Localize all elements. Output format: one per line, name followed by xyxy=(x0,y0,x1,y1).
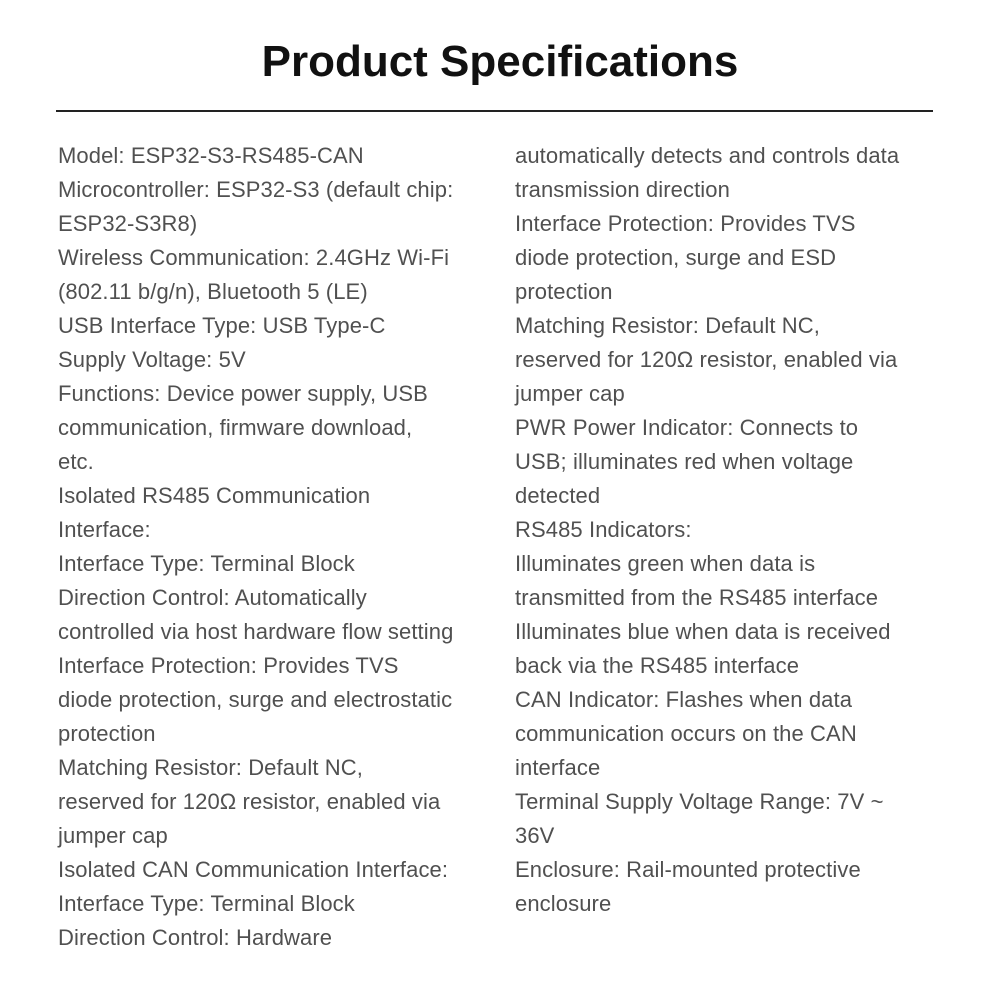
spec-line: CAN Indicator: Flashes when data xyxy=(515,687,853,712)
spec-line: Interface Protection: Provides TVS xyxy=(515,211,856,236)
spec-line: Interface Type: Terminal Block xyxy=(58,891,355,916)
spec-line: reserved for 120Ω resistor, enabled via xyxy=(58,789,441,814)
spec-line: controlled via host hardware flow setting xyxy=(58,619,454,644)
spec-line: Enclosure: Rail-mounted protective xyxy=(515,857,861,882)
spec-line: diode protection, surge and ESD xyxy=(515,245,837,270)
spec-line: Interface Protection: Provides TVS xyxy=(58,653,399,678)
spec-line: protection xyxy=(58,721,156,746)
spec-line: (802.11 b/g/n), Bluetooth 5 (LE) xyxy=(58,279,368,304)
title-divider xyxy=(56,110,933,112)
spec-line: Interface Type: Terminal Block xyxy=(58,551,355,576)
spec-line: PWR Power Indicator: Connects to xyxy=(515,415,859,440)
spec-line: Matching Resistor: Default NC, xyxy=(515,313,820,338)
spec-line: diode protection, surge and electrostatic xyxy=(58,687,453,712)
spec-line: transmitted from the RS485 interface xyxy=(515,585,879,610)
spec-line: ESP32-S3R8) xyxy=(58,211,198,236)
spec-line: automatically detects and controls data xyxy=(515,143,900,168)
spec-line: Interface: xyxy=(58,517,151,542)
spec-line: USB; illuminates red when voltage xyxy=(515,449,854,474)
spec-line: Supply Voltage: 5V xyxy=(58,347,246,372)
spec-line: Direction Control: Automatically xyxy=(58,585,367,610)
spec-line: communication, firmware download, xyxy=(58,415,413,440)
spec-line: Model: ESP32-S3-RS485-CAN xyxy=(58,143,364,168)
spec-line: USB Interface Type: USB Type-C xyxy=(58,313,386,338)
spec-line: Wireless Communication: 2.4GHz Wi-Fi xyxy=(58,245,450,270)
spec-line: jumper cap xyxy=(58,823,168,848)
spec-line: Isolated CAN Communication Interface: xyxy=(58,857,449,882)
spec-line: enclosure xyxy=(515,891,612,916)
spec-line: Illuminates blue when data is received xyxy=(515,619,891,644)
spec-line: jumper cap xyxy=(515,381,625,406)
spec-line: interface xyxy=(515,755,601,780)
spec-line: protection xyxy=(515,279,613,304)
spec-column-left xyxy=(58,139,498,955)
spec-line: Terminal Supply Voltage Range: 7V ~ xyxy=(515,789,884,814)
spec-line: communication occurs on the CAN xyxy=(515,721,857,746)
spec-line: Matching Resistor: Default NC, xyxy=(58,755,363,780)
spec-line: Microcontroller: ESP32-S3 (default chip: xyxy=(58,177,454,202)
spec-line: transmission direction xyxy=(515,177,730,202)
spec-line: Isolated RS485 Communication xyxy=(58,483,371,508)
spec-line: Direction Control: Hardware xyxy=(58,925,333,950)
spec-line: 36V xyxy=(515,823,555,848)
spec-line: Illuminates green when data is xyxy=(515,551,816,576)
spec-line: etc. xyxy=(58,449,94,474)
spec-line: reserved for 120Ω resistor, enabled via xyxy=(515,347,898,372)
page-title: Product Specifications xyxy=(261,37,739,86)
spec-column-right xyxy=(515,139,955,921)
spec-line: back via the RS485 interface xyxy=(515,653,800,678)
spec-line: detected xyxy=(515,483,601,508)
spec-line: RS485 Indicators: xyxy=(515,517,692,542)
spec-line: Functions: Device power supply, USB xyxy=(58,381,428,406)
